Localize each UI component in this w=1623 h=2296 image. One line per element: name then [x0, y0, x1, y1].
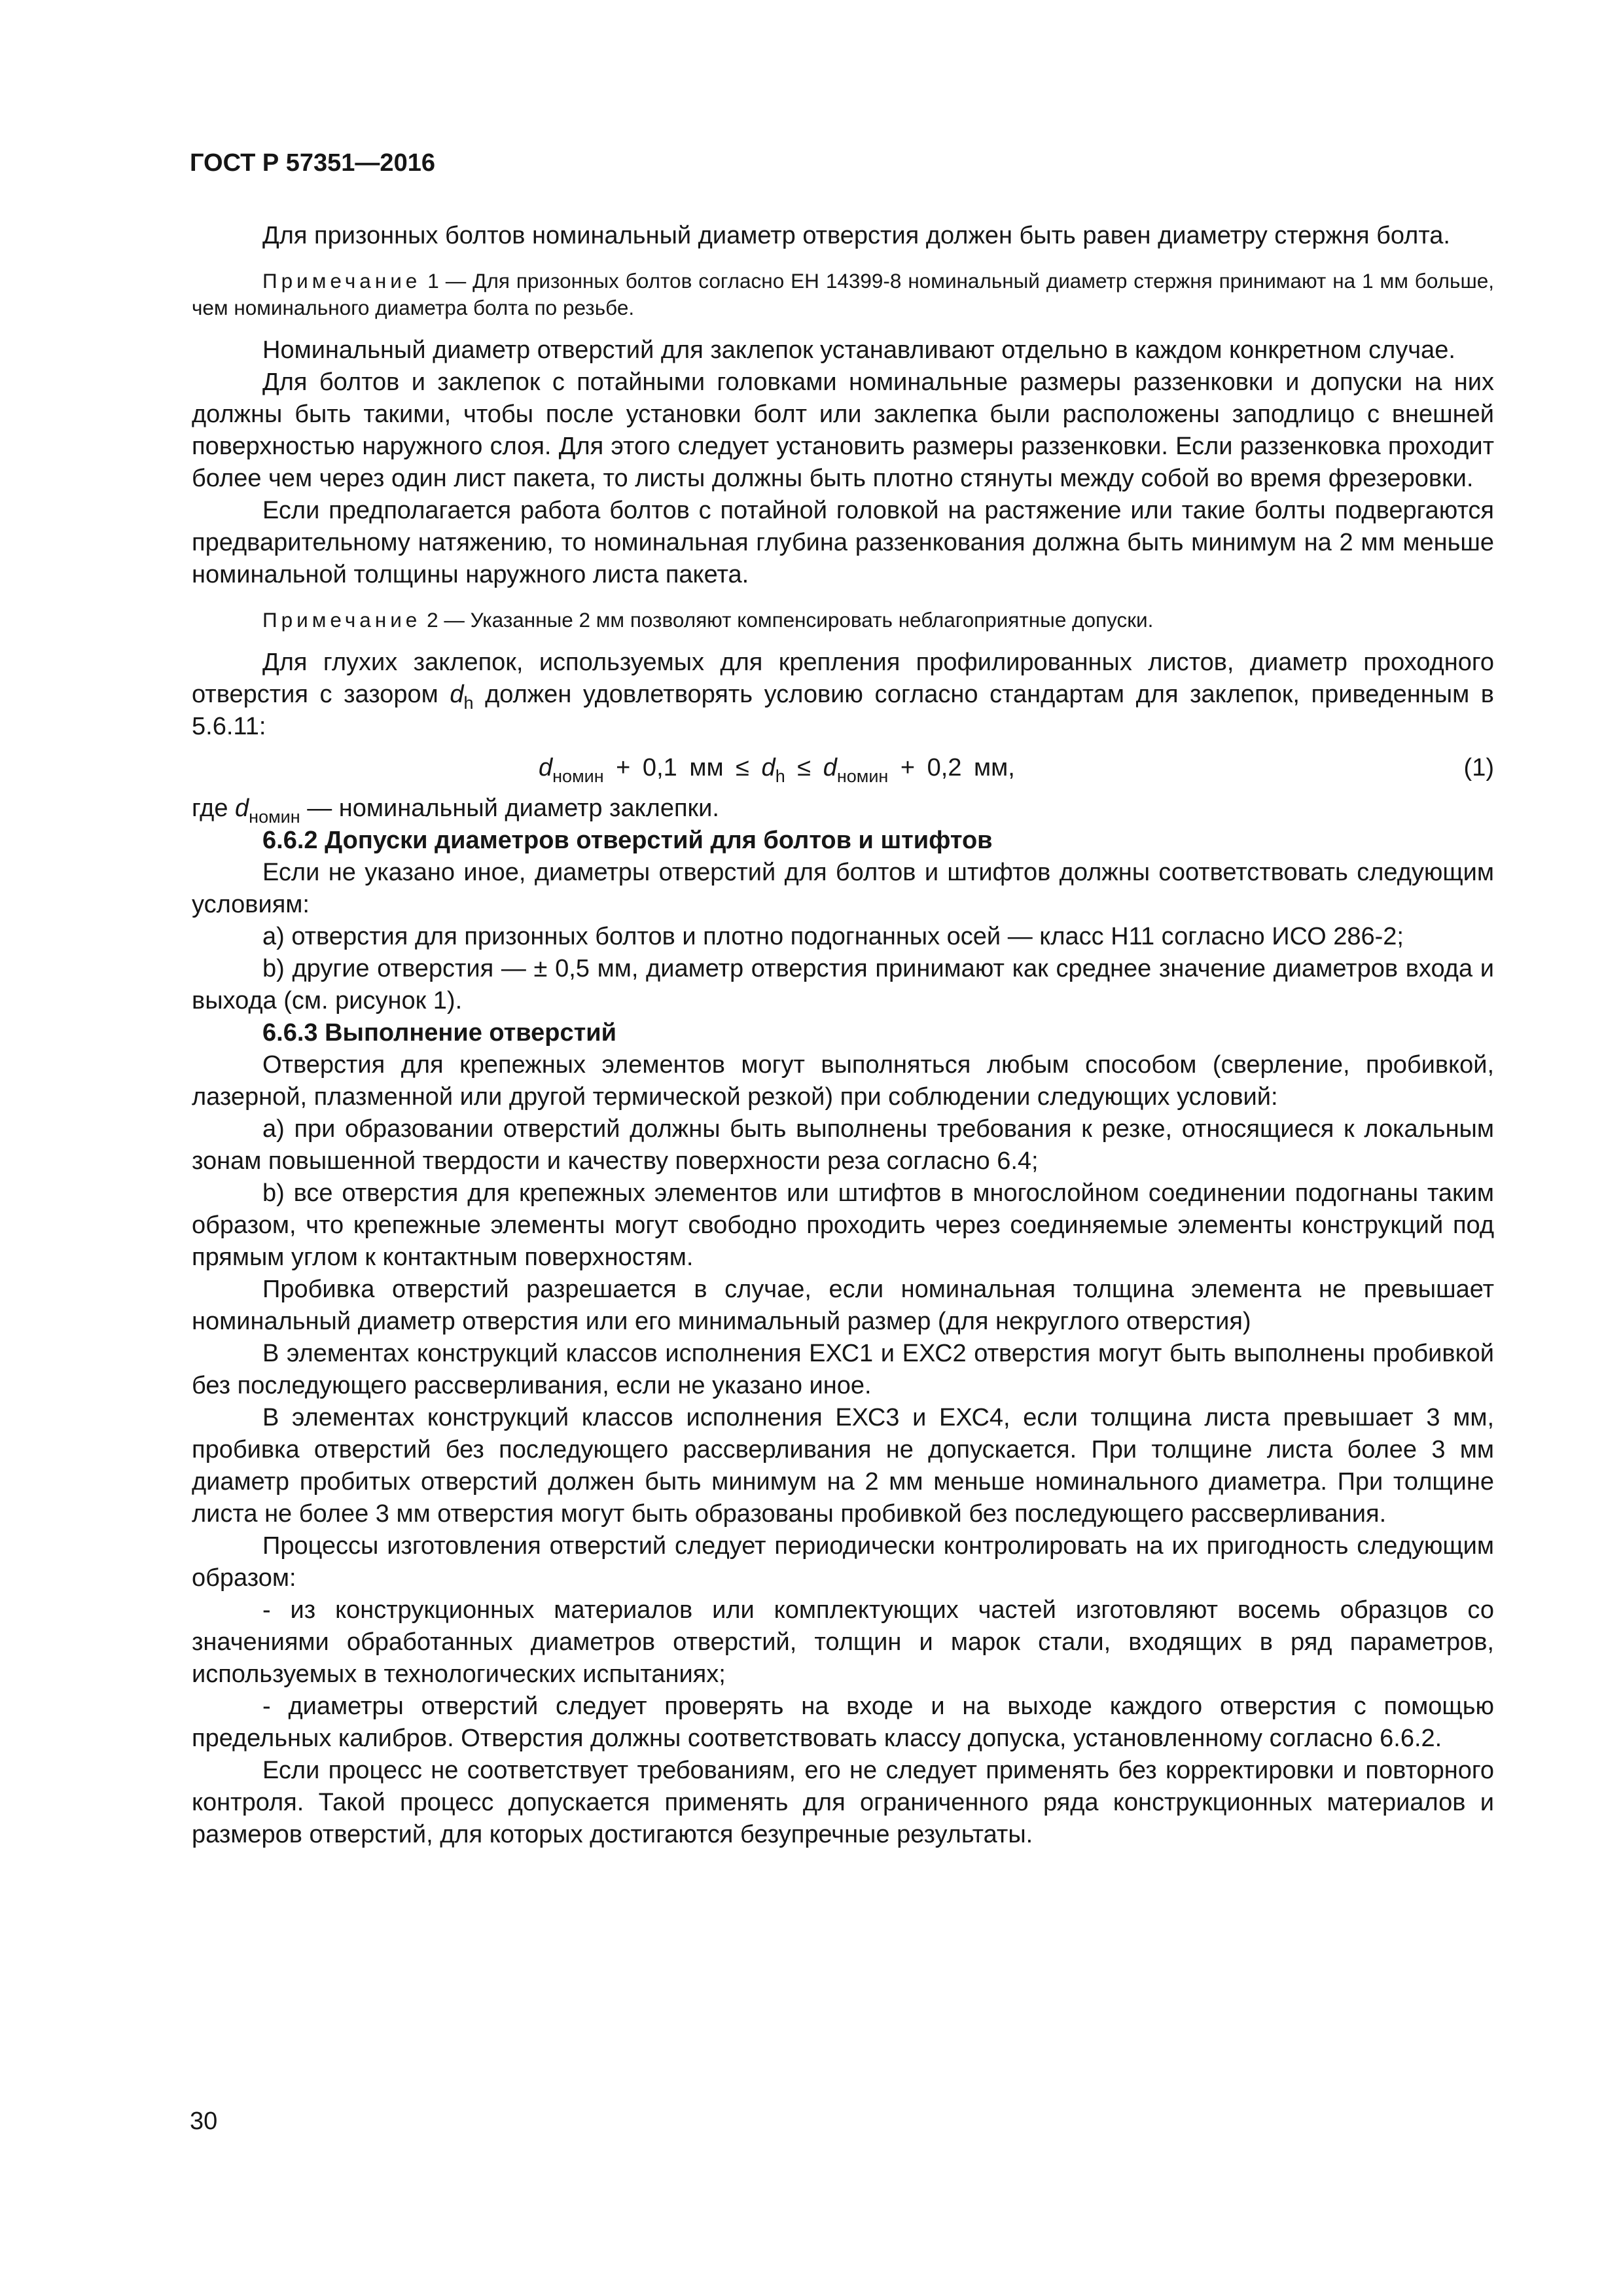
list-item-b: b) все отверстия для крепежных элементов или штифтов в многослойном соединении подогнаны таким образом, что крепежные элементы могут свободно проходить через соединяемые элементы конструкций под прямым углом к контактным поверхностям. [192, 1179, 1494, 1271]
text-run: — номинальный диаметр заклепки. [300, 795, 719, 822]
list-item-dash-1: - из конструкционных материалов или комплектующих частей изготовляют восемь образцов со значениями обработанных диаметров отверстий, толщин и марок стали, входящих в ряд параметров, используемых в технологических испытаниях; [192, 1596, 1494, 1688]
page-number: 30 [190, 2108, 218, 2135]
symbol-subscript: h [775, 766, 785, 786]
paragraph-countersink-depth: Если предполагается работа болтов с потайной головкой на растяжение или такие болты подвергаются предварительному натяжению, то номинальная глубина раззенкования должна быть минимум на 2 мм меньше номинальной толщины наружного листа пакета. [192, 497, 1494, 588]
list-item-b: b) другие отверстия — ± 0,5 мм, диаметр отверстия принимают как среднее значение диаметров входа и выхода (см. рисунок 1). [192, 955, 1494, 1014]
text-run: должен удовлетворять условию согласно стандартам для заклепок, приведенным в 5.6.11: [192, 681, 1494, 740]
formula-where [192, 793, 1494, 825]
symbol-subscript: номин [249, 807, 300, 827]
paragraph-punching: Пробивка отверстий разрешается в случае, если номинальная толщина элемента не превышает номинальный диаметр отверстия или его минимальный размер (для некруглого отверстия) [192, 1276, 1494, 1335]
list-item-dash-2: - диаметры отверстий следует проверять на входе и на выходе каждого отверстия с помощью предельных калибров. Отверстия должны соответствовать классу допуска, установленному согласно 6.6.2. [192, 1693, 1494, 1752]
note-2 [192, 607, 1494, 634]
formula-1 [192, 748, 1494, 791]
formula-term: ≤ [785, 754, 823, 781]
note-1 [192, 268, 1494, 321]
symbol-d: d [235, 795, 249, 822]
paragraph-hole-making: Отверстия для крепежных элементов могут выполняться любым способом (сверление, пробивкой, лазерной, плазменной или другой термической резкой) при соблюдении следующих условий: [192, 1051, 1494, 1111]
paragraph-nonconforming: Если процесс не соответствует требованиям, его не следует применять без корректировки и повторного контроля. Такой процесс допускается применять для ограниченного ряда конструкционных материалов и размеров отверстий, для которых достигаются безупречные результаты. [192, 1757, 1494, 1848]
text-run: Для глухих заклепок, используемых для крепления профилированных листов, диаметр проходного отверстия с зазором [192, 649, 1494, 708]
equation-number: (1) [1463, 754, 1494, 781]
paragraph-countersunk: Для болтов и заклепок с потайными головками номинальные размеры раззенковки и допуски на них должны быть такими, чтобы после установки болт или заклепка были расположены заподлицо с внешней поверхностью наружного слоя. Для этого следует установить размеры раззенковки. Если раззенковка проходит более чем через один лист пакета, то листы должны быть плотно стянуты между собой во время фрезеровки. [192, 368, 1494, 492]
symbol-d: d [450, 681, 464, 708]
formula-term: + 0,1 мм ≤ [603, 754, 762, 781]
paragraph-rivet-holes: Номинальный диаметр отверстий для заклепок устанавливают отдельно в каждом конкретном случае. [262, 336, 1455, 364]
note-text: 2 — Указанные 2 мм позволяют компенсировать неблагоприятные допуски. [421, 608, 1154, 632]
formula-term: + 0,2 мм, [888, 754, 1015, 781]
paragraph-blind-rivets [192, 647, 1494, 743]
paragraph-hole-tolerances: Если не указано иное, диаметры отверстий для болтов и штифтов должны соответствовать следующим условиям: [192, 859, 1494, 918]
list-item-a: a) при образовании отверстий должны быть выполнены требования к резке, относящиеся к локальным зонам повышенной твердости и качеству поверхности реза согласно 6.4; [192, 1115, 1494, 1175]
note-text: 1 — Для призонных болтов согласно ЕН 14399-8 номинальный диаметр стержня принимают на 1 мм больше, чем номинального диаметра болта по резьбе. [192, 269, 1494, 319]
paragraph-fitted-bolts: Для призонных болтов номинальный диаметр отверстия должен быть равен диаметру стержня болта. [262, 222, 1450, 249]
note-label: Примечание [262, 269, 421, 293]
formula-expression [539, 752, 1015, 784]
section-heading-6-6-2: 6.6.2 Допуски диаметров отверстий для болтов и штифтов [262, 827, 993, 854]
symbol-d: d [761, 754, 776, 781]
standard-header: ГОСТ Р 57351—2016 [190, 149, 435, 177]
section-heading-6-6-3: 6.6.3 Выполнение отверстий [262, 1019, 616, 1047]
text-run: где [192, 795, 236, 822]
paragraph-exc3-exc4: В элементах конструкций классов исполнения ЕХС3 и ЕХС4, если толщина листа превышает 3 мм, пробивка отверстий без последующего рассверливания не допускается. При толщине листа более 3 мм диаметр пробитых отверстий должен быть минимум на 2 мм меньше номинального диаметра. При толщине листа не более 3 мм отверстия могут быть образованы пробивкой без последующего рассверливания. [192, 1404, 1494, 1528]
symbol-subscript: h [463, 693, 474, 713]
symbol-d: d [823, 754, 837, 781]
symbol-subscript: номин [836, 766, 889, 786]
paragraph-exc1-exc2: В элементах конструкций классов исполнения ЕХС1 и ЕХС2 отверстия могут быть выполнены пробивкой без последующего рассверливания, если не указано иное. [192, 1340, 1494, 1399]
list-item-a: a) отверстия для призонных болтов и плотно подогнанных осей — класс Н11 согласно ИСО 286-2; [262, 923, 1404, 950]
note-label: Примечание [262, 608, 421, 632]
body-text [192, 220, 1494, 1851]
paragraph-process-control: Процессы изготовления отверстий следует периодически контролировать на их пригодность следующим образом: [192, 1532, 1494, 1592]
symbol-subscript: номин [552, 766, 604, 786]
symbol-d: d [539, 754, 553, 781]
